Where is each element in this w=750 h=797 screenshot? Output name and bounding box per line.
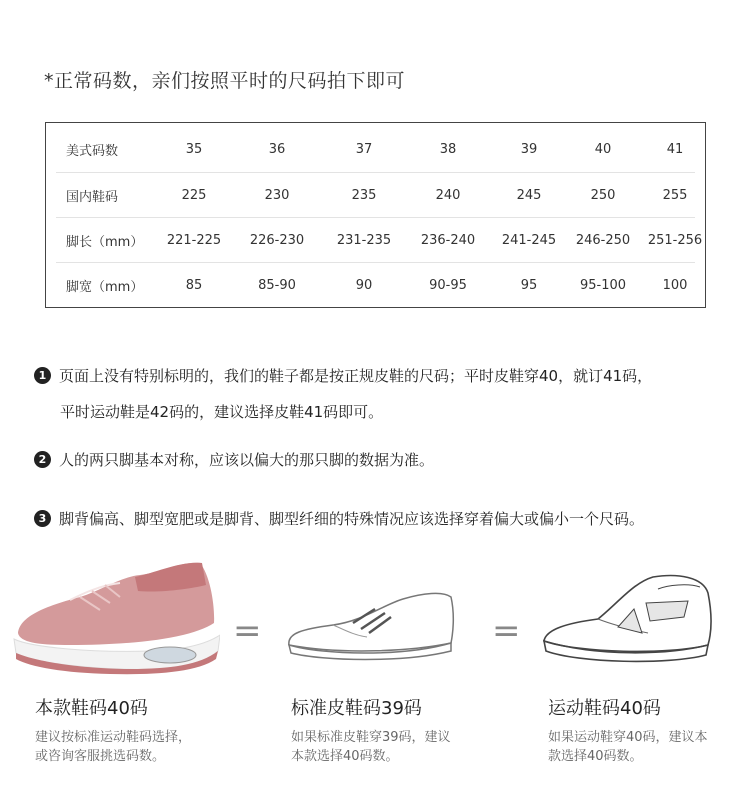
table-cell: 85-90 xyxy=(258,278,296,293)
table-cell: 36 xyxy=(268,142,286,157)
table-cell: 37 xyxy=(355,142,373,157)
table-row xyxy=(56,172,695,218)
table-cell: 90-95 xyxy=(429,278,467,293)
table-cell: 255 xyxy=(662,188,688,203)
table-cell: 251-256 xyxy=(647,233,703,248)
comparison-title: 标准皮鞋码39码 xyxy=(291,698,422,719)
note-text: 人的两只脚基本对称，应该以偏大的那只脚的数据为准。 xyxy=(59,451,435,469)
table-cell: 85 xyxy=(185,278,203,293)
note-text-continued: 平时运动鞋是42码的，建议选择皮鞋41码即可。 xyxy=(60,403,384,421)
table-cell: 240 xyxy=(435,188,461,203)
number-badge: 3 xyxy=(34,510,51,527)
comparison-desc: 如果运动鞋穿40码，建议本款选择40码数。 xyxy=(548,730,708,764)
comparison-title: 本款鞋码40码 xyxy=(35,698,148,719)
table-cell: 231-235 xyxy=(336,233,392,248)
leather-shoe-sketch xyxy=(283,585,458,665)
table-cell: 35 xyxy=(185,142,203,157)
table-cell: 95-100 xyxy=(579,278,627,293)
equals-sign: = xyxy=(492,611,521,651)
table-cell: 230 xyxy=(264,188,290,203)
table-cell: 245 xyxy=(516,188,542,203)
note-text: 页面上没有特别标明的，我们的鞋子都是按正规皮鞋的尺码；平时皮鞋穿40，就订41码， xyxy=(59,367,653,385)
row-label: 脚宽（mm） xyxy=(66,280,144,295)
comparison-desc: 如果标准皮鞋穿39码，建议本款选择40码数。 xyxy=(291,730,451,764)
table-cell: 40 xyxy=(594,142,612,157)
table-cell: 236-240 xyxy=(420,233,476,248)
equals-sign: = xyxy=(233,611,262,651)
comparison-desc: 建议按标准运动鞋码选择，或咨询客服挑选码数。 xyxy=(35,730,192,764)
row-label: 国内鞋码 xyxy=(66,190,119,205)
table-cell: 95 xyxy=(520,278,538,293)
table-cell: 221-225 xyxy=(166,233,222,248)
number-badge: 1 xyxy=(34,367,51,384)
note-2 xyxy=(34,448,434,472)
table-cell: 100 xyxy=(662,278,688,293)
size-table xyxy=(45,122,706,308)
row-label: 脚长（mm） xyxy=(66,235,144,250)
table-cell: 41 xyxy=(666,142,684,157)
note-1 xyxy=(34,364,652,424)
note-text: 脚背偏高、脚型宽肥或是脚背、脚型纤细的特殊情况应该选择穿着偏大或偏小一个尺码。 xyxy=(59,510,645,528)
comparison-item xyxy=(548,694,720,766)
table-cell: 241-245 xyxy=(501,233,557,248)
table-row xyxy=(56,127,695,172)
comparison-item xyxy=(291,694,461,766)
comparison-item xyxy=(35,694,195,766)
intro-text: *正常码数，亲们按照平时的尺码拍下即可 xyxy=(44,70,406,92)
table-row xyxy=(56,217,703,263)
table-cell: 38 xyxy=(439,142,457,157)
table-row xyxy=(56,262,695,308)
sports-shoe-sketch xyxy=(538,573,718,665)
table-cell: 226-230 xyxy=(249,233,305,248)
table-cell: 250 xyxy=(590,188,616,203)
table-cell: 39 xyxy=(520,142,538,157)
table-cell: 90 xyxy=(355,278,373,293)
row-label: 美式码数 xyxy=(66,144,119,159)
comparison-title: 运动鞋码40码 xyxy=(548,698,661,719)
number-badge: 2 xyxy=(34,451,51,468)
note-3 xyxy=(34,507,644,531)
pink-sneaker-image xyxy=(10,555,220,675)
table-cell: 225 xyxy=(181,188,207,203)
table-cell: 246-250 xyxy=(575,233,631,248)
table-cell: 235 xyxy=(351,188,377,203)
